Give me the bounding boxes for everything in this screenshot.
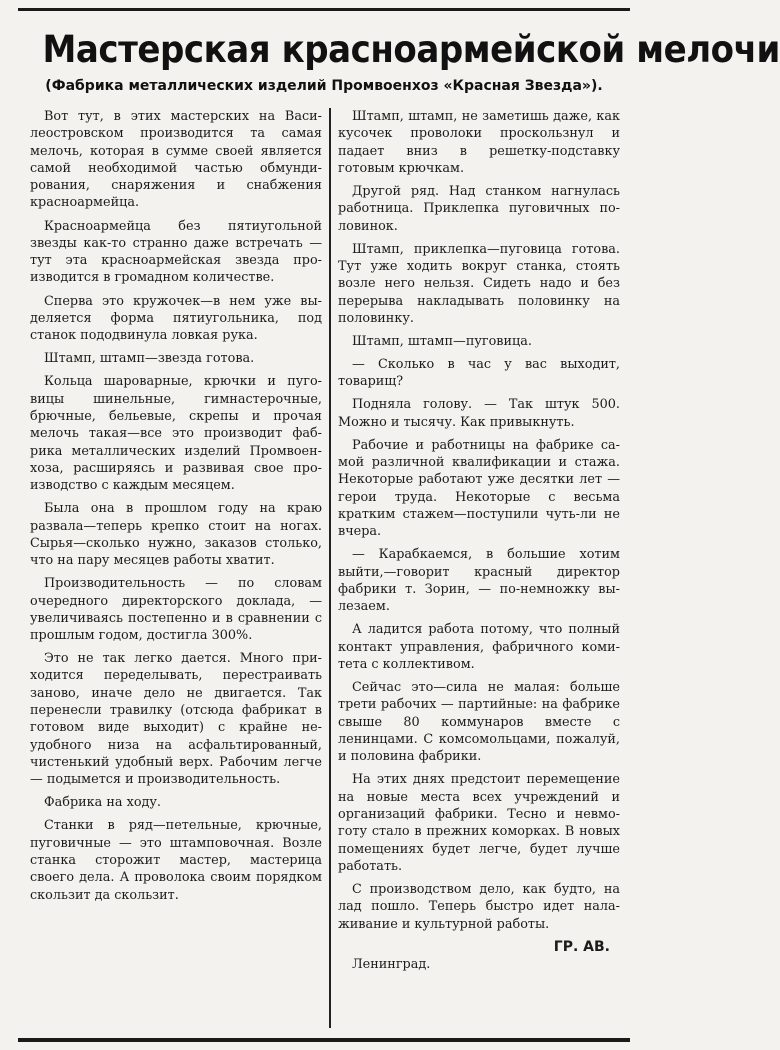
bottom-rule [18, 1038, 630, 1042]
paragraph: Сперва это кружочек—в нем уже выделяется форма пятиугольника, под станок пододвинула ловкая рука. [30, 293, 322, 344]
paragraph: — Карабкаемся, в большие хотим выйти,—говорит красный директор фабрики т. Зорин, — по-немножку вылезаем. [338, 547, 620, 615]
paragraph: Станки в ряд—петельные, крючные, пуговичные — это штамповочная. Возле станка сторожит мастер, мастерица своего дела. А проволока своим порядком скользит да скользит. [30, 818, 322, 903]
paragraph: Красноармейца без пятиугольной звезды как-то странно даже встречать —тут эта красноармейская звезда производится в громадном количестве. [30, 218, 322, 286]
author-signature: ГР. АВ. [553, 938, 610, 955]
left-column [30, 108, 322, 910]
paragraph: Штамп, штамп—звезда готова. [44, 351, 255, 367]
paragraph: Штамп, штамп, не заметишь даже, как кусочек проволоки проскользнул и падает вниз в решетку-подставку готовым крючкам. [338, 109, 620, 176]
paragraph: А ладится работа потому, что полный контакт управления, фабричного комитета с коллективом. [338, 622, 620, 672]
article-subtitle: (Фабрика металлических изделий Промвоенхоз «Красная Звезда»). [45, 78, 603, 94]
article-title: Мастерская красноармейской мелочи [42, 28, 780, 71]
paragraph: Это не так легко дается. Много приходится переделывать, перестраивать заново, иначе дело не двигается. Так перенесли травилку (отсюда фабрикат в готовом виде выходит) с крайне неудобного низа на асфальтированный, чистенький удобный верх. Рабочим легче — подымется и производительность. [30, 651, 322, 788]
paragraph: С производством дело, как будто, на лад пошло. Теперь быстро идет налаживание и культурной работы. [338, 881, 620, 932]
city-dateline: Ленинград. [352, 956, 431, 972]
paragraph: Вот тут, в этих мастерских на Василеостровском производится та самая мелочь, которая в сумме своей является самой необходимой частью обмундирования, снаряжения и снабжения красноармейца. [30, 109, 322, 211]
paragraph: Подняла голову. — Так штук 500. Можно и тысячу. Как привыкнуть. [338, 397, 620, 430]
paragraph: — Сколько в час у вас выходит, товарищ? [338, 357, 620, 390]
paragraph: Другой ряд. Над станком нагнулась работница. Приклепка пуговичных половинок. [338, 183, 620, 234]
right-column [338, 108, 620, 979]
paragraph: Фабрика на ходу. [44, 795, 161, 811]
paragraph: Кольца шароварные, крючки и пуговицы шинельные, гимнастерочные, брючные, бельевые, скрепы и прочая мелочь такая—все это производит фабрика металлических изделий Промвоенхоза, расширяясь и развивая свое производство с каждым месяцем. [30, 374, 322, 494]
paragraph: Штамп, штамп—пуговица. [352, 333, 532, 349]
paragraph: На этих днях предстоит перемещение на новые места всех учреждений и организаций фабрики. Тесно и невмоготу стало в прежних коморках. В новых помещениях будет легче, будет лучше работать. [338, 772, 620, 874]
paragraph: Рабочие и работницы на фабрике самой различной квалификации и стажа. Некоторые работают уже десятки лет —герои труда. Некоторые с весьма кратким стажем—поступили чуть-ли не вчера. [338, 437, 620, 540]
paragraph: Производительность — по словам очередного директорского доклада, — увеличиваясь постепенно и в сравнении с прошлым годом, достигла 300%. [30, 576, 322, 644]
paragraph: Была она в прошлом году на краю развала—теперь крепко стоит на ногах. Сырья—сколько нужно, заказов столько, что на пару месяцев работы хватит. [30, 501, 322, 569]
column-divider [329, 108, 331, 1028]
paragraph: Штамп, приклепка—пуговица готова. Тут уже ходить вокруг станка, стоять возле него нельзя. Сидеть надо и без перерыва накладывать половинку на половинку. [338, 241, 620, 326]
top-rule [18, 8, 630, 11]
paragraph: Сейчас это—сила не малая: больше трети рабочих — партийные: на фабрике свыше 80 коммунаров вместе с ленинцами. С комсомольцами, пожалуй, и половина фабрики. [338, 680, 620, 765]
